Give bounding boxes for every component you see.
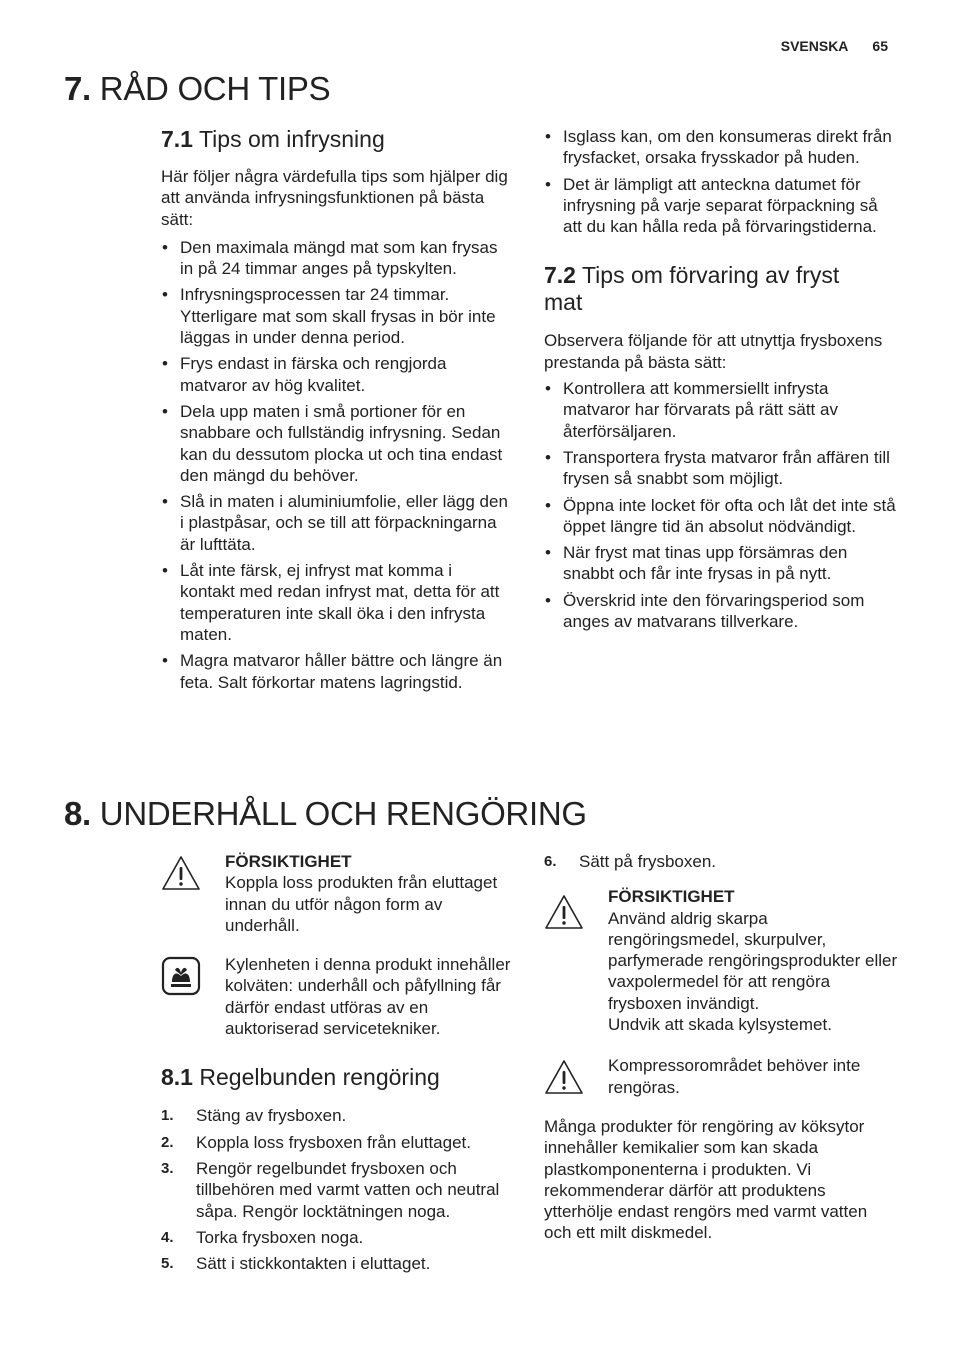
subsection-7-2-title: Tips om förvaring av fryst mat xyxy=(544,262,840,316)
section-8-left-column xyxy=(161,851,513,1279)
subsection-7-2-heading xyxy=(544,262,874,316)
list-item xyxy=(544,851,899,872)
list-item: • Transportera frysta matvaror från affären till frysen så snabbt som möjligt. xyxy=(544,447,899,490)
step-text: Sätt i stickkontakten i eluttaget. xyxy=(196,1254,431,1274)
list-item xyxy=(161,1158,513,1222)
step-number: 6. xyxy=(544,853,557,870)
page-header xyxy=(781,38,888,54)
subsection-7-2-intro: Observera följande för att utnyttja frysboxens prestanda på bästa sätt: xyxy=(544,331,883,372)
list-item: • När fryst mat tinas upp försämras den snabbt och får inte frysas in på nytt. xyxy=(544,542,899,585)
warning-triangle-icon xyxy=(544,894,584,930)
compressor-notice xyxy=(544,1055,899,1098)
step-number: 4. xyxy=(161,1228,174,1246)
caution-title: FÖRSIKTIGHET xyxy=(608,887,735,907)
section-8-heading xyxy=(64,795,587,833)
caution-text: Använd aldrig skarpa rengöringsmedel, skurpulver, parfymerade rengöringsprodukter eller vaxpolermedel för att rengöra frysboxen invändigt. xyxy=(608,908,898,1013)
closing-paragraph: Många produkter för rengöring av köksytor innehåller kemikalier som kan skada plastkomponenterna i produkten. Vi rekommenderar därför att produktens ytterhölje endast rengörs med varmt vatten och ett milt diskmedel. xyxy=(544,1116,868,1243)
list-item xyxy=(161,1253,513,1274)
section-8-title: UNDERHÅLL OCH RENGÖRING xyxy=(99,795,587,832)
warning-triangle-icon xyxy=(161,855,201,891)
caution-notice xyxy=(544,886,899,1035)
list-item: • Det är lämpligt att anteckna datumet för infrysning på varje separat förpackning så att du kan hålla reda på förvaringstiderna. xyxy=(544,174,899,238)
list-item: • Magra matvaror håller bättre och längre än feta. Salt förkortar matens lagringstid. xyxy=(161,650,511,693)
section-7-title: RÅD OCH TIPS xyxy=(99,70,331,107)
subsection-7-1-heading xyxy=(161,126,511,153)
freezing-tips-list-continued xyxy=(544,126,899,237)
page-number: 65 xyxy=(872,38,888,54)
language-label: SVENSKA xyxy=(780,38,849,54)
list-item: • Den maximala mängd mat som kan frysas in på 24 timmar anges på typskylten. xyxy=(161,237,511,280)
environment-leaf-icon xyxy=(161,956,201,996)
list-item: • Låt inte färsk, ej infryst mat komma i kontakt med redan infryst mat, detta för att temperaturen inte skall öka i den infrysta maten. xyxy=(161,560,511,645)
freezing-tips-list xyxy=(161,237,511,693)
section-7-heading xyxy=(64,70,330,108)
step-number: 2. xyxy=(161,1133,174,1151)
list-item xyxy=(161,1227,513,1248)
list-item xyxy=(161,1132,513,1153)
caution-title: FÖRSIKTIGHET xyxy=(225,852,352,871)
subsection-7-1-number: 7.1 xyxy=(161,126,193,152)
list-item: • Infrysningsprocessen tar 24 timmar. Ytterligare mat som skall frysas in bör inte läggas in under denna period. xyxy=(161,284,511,348)
subsection-7-1-title: Tips om infrysning xyxy=(198,126,385,152)
list-item: • Dela upp maten i små portioner för en snabbare och fullständig infrysning. Sedan kan du dessutom plocka ut och tina endast den mängd du behöver. xyxy=(161,401,511,486)
section-8-number: 8. xyxy=(64,795,91,832)
list-item: • Isglass kan, om den konsumeras direkt från frysfacket, orsaka frysskador på huden. xyxy=(544,126,899,169)
environment-notice xyxy=(161,954,513,1039)
subsection-8-1-title: Regelbunden rengöring xyxy=(199,1064,440,1091)
list-item: • Överskrid inte den förvaringsperiod som anges av matvarans tillverkare. xyxy=(544,590,899,633)
step-text: Rengör regelbundet frysboxen och tillbehören med varmt vatten och neutral såpa. Rengör locktätningen noga. xyxy=(196,1158,500,1221)
subsection-7-2-number: 7.2 xyxy=(544,262,576,289)
section-7-number: 7. xyxy=(64,70,91,107)
section-7-right-column xyxy=(544,126,899,637)
warning-triangle-icon xyxy=(544,1059,584,1095)
section-8-right-column xyxy=(544,851,899,1244)
list-item xyxy=(161,1105,513,1126)
subsection-8-1-heading xyxy=(161,1064,513,1091)
step-text: Koppla loss frysboxen från eluttaget. xyxy=(196,1132,471,1152)
step-number: 3. xyxy=(161,1159,174,1177)
cleaning-steps-list xyxy=(161,1105,513,1274)
storage-tips-list xyxy=(544,378,899,632)
subsection-8-1-number: 8.1 xyxy=(161,1064,193,1091)
list-item: • Slå in maten i aluminiumfolie, eller lägg den i plastpåsar, och se till att förpackningarna är lufttäta. xyxy=(161,491,511,555)
list-item: • Frys endast in färska och rengjorda matvaror av hög kvalitet. xyxy=(161,353,511,396)
step-number: 1. xyxy=(161,1107,174,1125)
caution-text-secondary: Undvik att skada kylsystemet. xyxy=(608,1015,832,1035)
cleaning-steps-list-continued xyxy=(544,851,899,872)
step-text: Stäng av frysboxen. xyxy=(196,1106,347,1126)
caution-text: Koppla loss produkten från eluttaget innan du utför någon form av underhåll. xyxy=(225,873,498,935)
compressor-text: Kompressorområdet behöver inte rengöras. xyxy=(608,1056,861,1097)
list-item: • Kontrollera att kommersiellt infrysta matvaror har förvarats på rätt sätt av återförsäljaren. xyxy=(544,378,899,442)
step-number: 5. xyxy=(161,1255,174,1273)
environment-text: Kylenheten i denna produkt innehåller kolväten: underhåll och påfyllning får därför endast utföras av en auktoriserad servicetekniker. xyxy=(225,955,511,1039)
step-text: Sätt på frysboxen. xyxy=(579,852,717,871)
subsection-7-1-intro: Här följer några värdefulla tips som hjälper dig att använda infrysningsfunktionen på bästa sätt: xyxy=(161,167,508,229)
caution-notice xyxy=(161,851,513,936)
list-item: • Öppna inte locket för ofta och låt det inte stå öppet längre tid än absolut nödvändigt. xyxy=(544,495,899,538)
step-text: Torka frysboxen noga. xyxy=(196,1227,364,1247)
section-7-left-column xyxy=(161,126,511,698)
